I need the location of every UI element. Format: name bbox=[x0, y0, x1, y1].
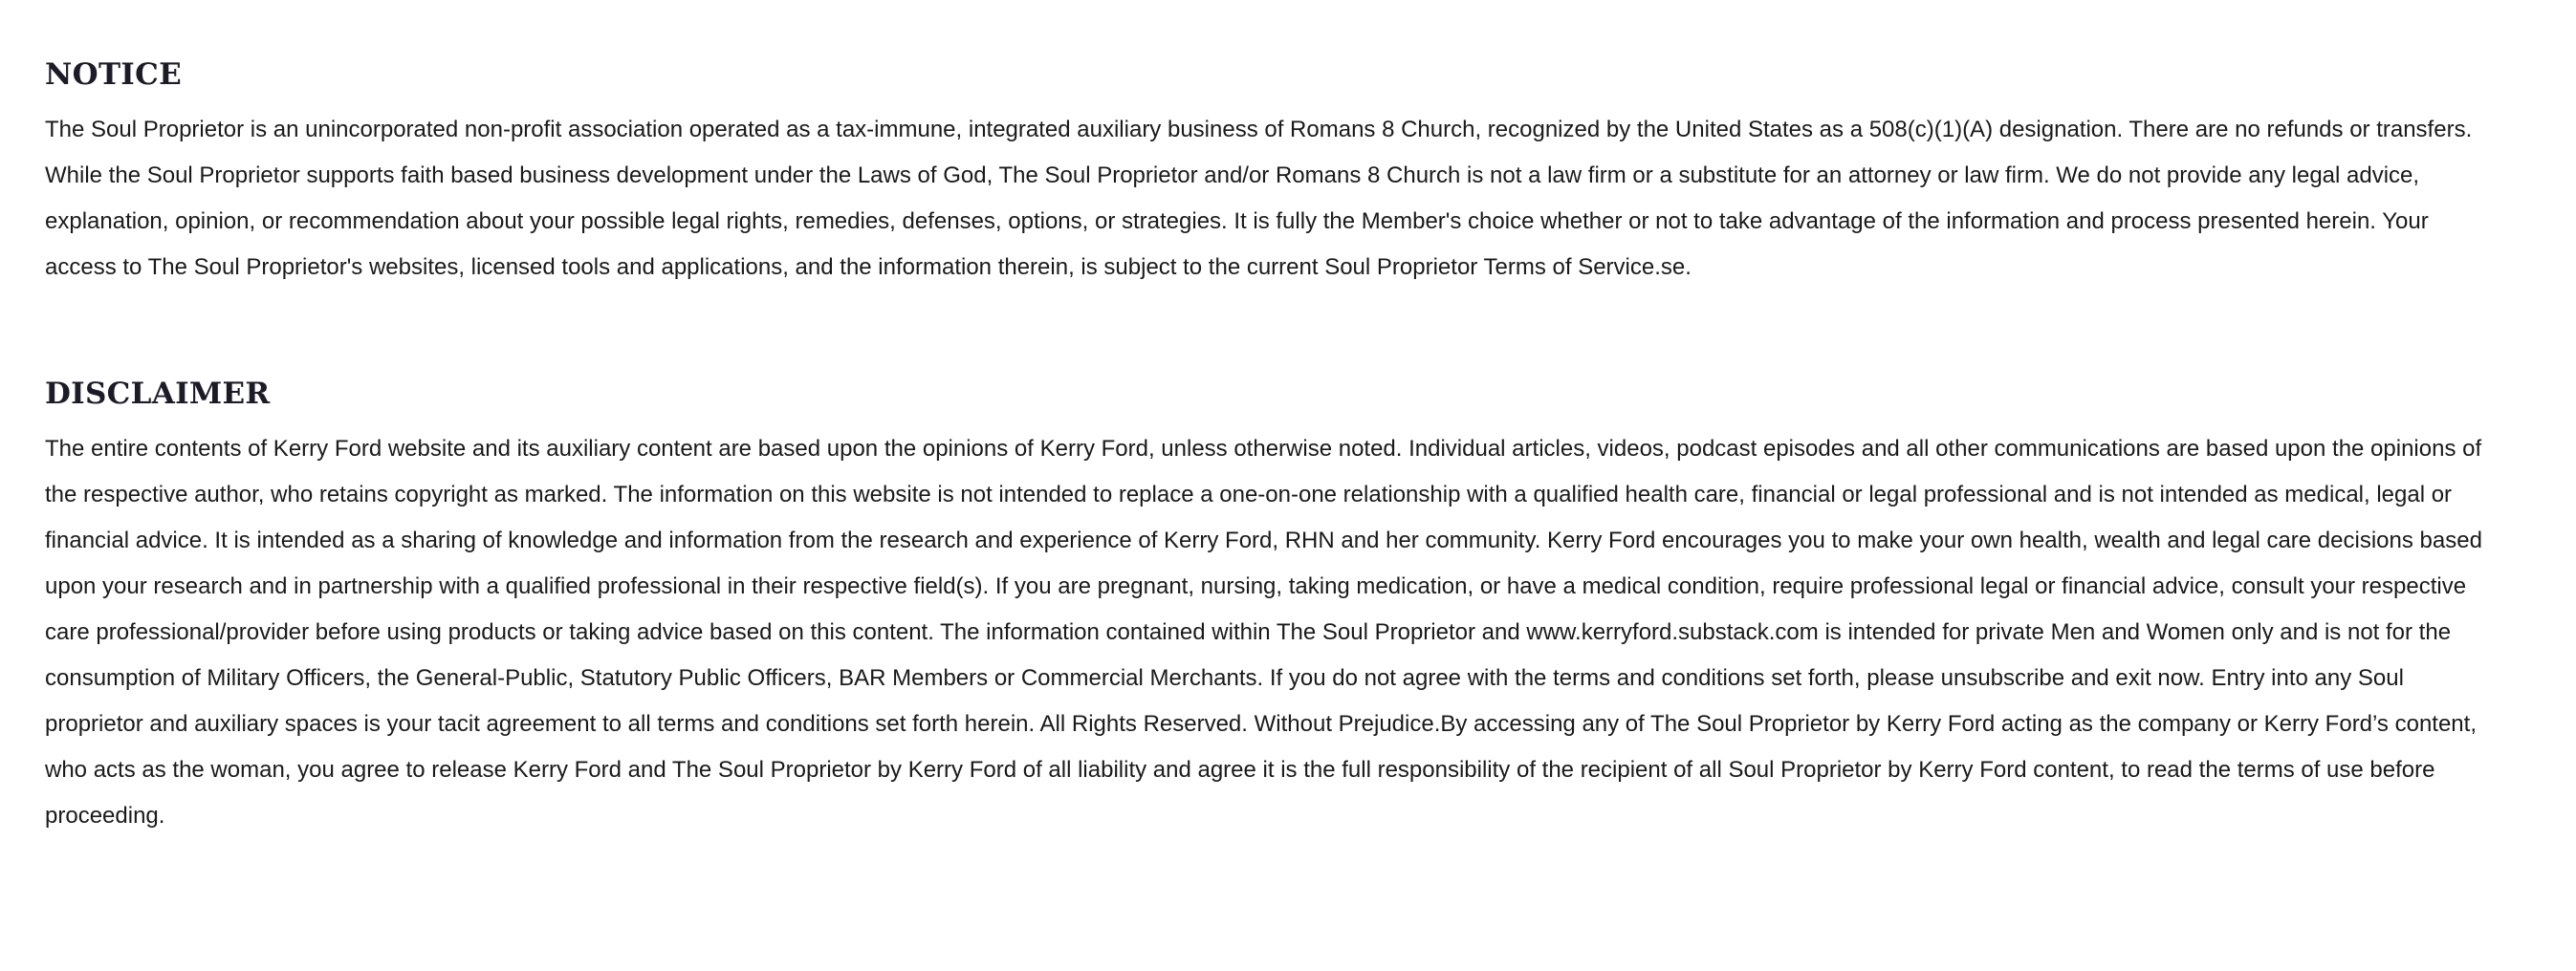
notice-body: The Soul Proprietor is an unincorporated non-profit association operated as a tax-immune, integrated auxiliary business of Romans 8 Church, recognized by the United States as a 508(c)(1)(A) designation. There are no refunds or transfers. While the Soul Proprietor supports faith based business development under the Laws of God, The Soul Proprietor and/or Romans 8 Church is not a law firm or a substitute for an attorney or law firm. We do not provide any legal advice, explanation, opinion, or recommendation about your possible legal rights, remedies, defenses, options, or strategies. It is fully the Member's choice whether or not to take advantage of the information and process presented herein. Your access to The Soul Proprietor's websites, licensed tools and applications, and the information therein, is subject to the current Soul Proprietor Terms of Service.se. bbox=[45, 117, 2473, 280]
notice-heading: NOTICE bbox=[45, 57, 183, 92]
legal-page bbox=[45, 55, 2493, 839]
disclaimer-heading: DISCLAIMER bbox=[45, 377, 271, 411]
disclaimer-body: The entire contents of Kerry Ford website and its auxiliary content are based upon the opinions of Kerry Ford, unless otherwise noted. Individual articles, videos, podcast episodes and all other communications are based upon the opinions of the respective author, who retains copyright as marked. The information on this website is not intended to replace a one-on-one relationship with a qualified health care, financial or legal professional and is not intended as medical, legal or financial advice. It is intended as a sharing of knowledge and information from the research and experience of Kerry Ford, RHN and her community. Kerry Ford encourages you to make your own health, wealth and legal care decisions based upon your research and in partnership with a qualified professional in their respective field(s). If you are pregnant, nursing, taking medication, or have a medical condition, require professional legal or financial advice, consult your respective care professional/provider before using products or taking advice based on this content. The information contained within The Soul Proprietor and www.kerryford.substack.com is intended for private Men and Women only and is not for the consumption of Military Officers, the General-Public, Statutory Public Officers, BAR Members or Commercial Merchants. If you do not agree with the terms and conditions set forth, please unsubscribe and exit now. Entry into any Soul proprietor and auxiliary spaces is your tacit agreement to all terms and conditions set forth herein. All Rights Reserved. Without Prejudice.By accessing any of The Soul Proprietor by Kerry Ford acting as the company or Kerry Ford’s content, who acts as the woman, you agree to release Kerry Ford and The Soul Proprietor by Kerry Ford of all liability and agree it is the full responsibility of the recipient of all Soul Proprietor by Kerry Ford content, to read the terms of use before proceeding. bbox=[45, 436, 2482, 829]
notice-section bbox=[45, 55, 2493, 291]
disclaimer-section bbox=[45, 375, 2493, 839]
